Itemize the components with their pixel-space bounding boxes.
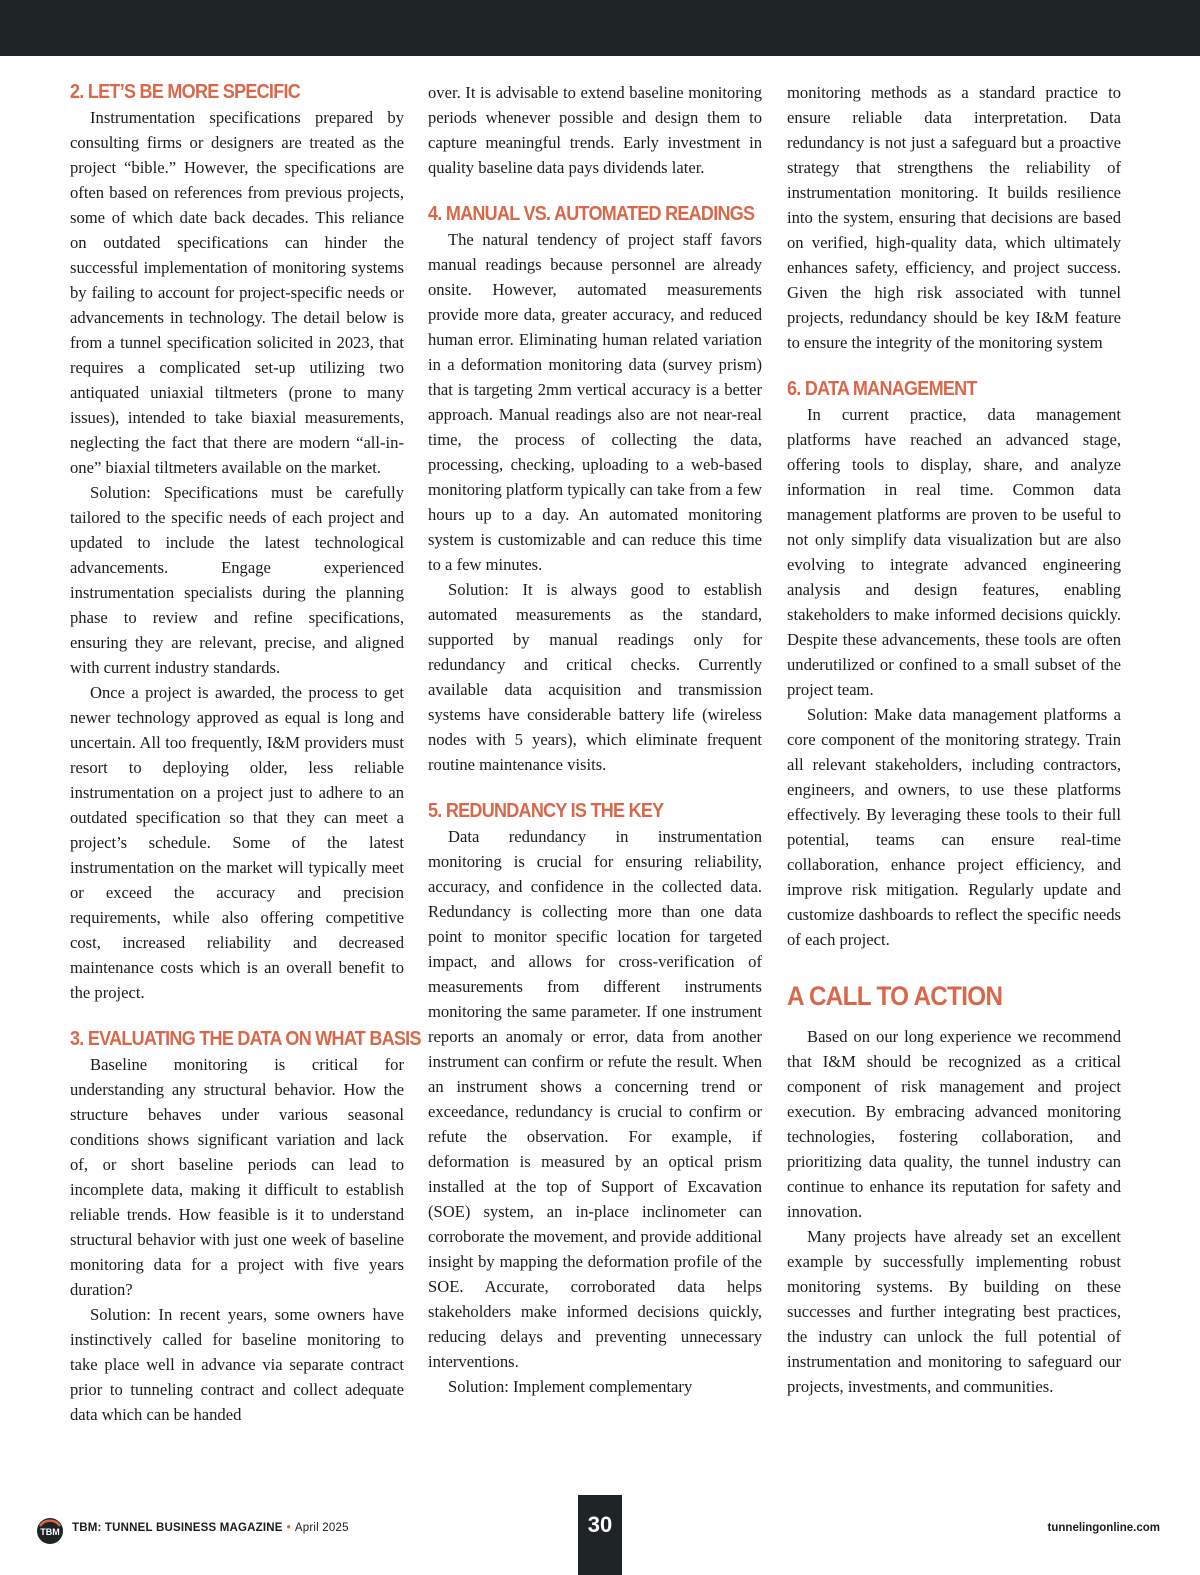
heading-manual-vs-automated: 4. MANUAL VS. AUTOMATED READINGS — [428, 203, 755, 225]
paragraph: Based on our long experience we recommend that I&M should be recognized as a critical component of risk management and project execution. By embracing advanced monitoring technologies, fostering collaboration, and prioritizing data quality, the tunnel industry can continue to enhance its reputation for safety and innovation. — [787, 1027, 1121, 1221]
paragraph: The natural tendency of project staff favors manual readings because personnel are already onsite. However, automated measurements provide more data, greater accuracy, and reduced human error. Eliminating human related variation in a deformation monitoring data (survey prism) that is targeting 2mm vertical accuracy is a better approach. Manual readings also are not near-real time, the process of collecting the data, processing, checking, uploading to a web-based monitoring platform typically can take from a few hours up to a day. An automated monitoring system is customizable and can reduce this time to a few minutes. — [428, 230, 762, 574]
heading-call-to-action: A CALL TO ACTION — [787, 981, 1003, 1011]
page-number: 30 — [587, 1512, 613, 1537]
top-bar — [0, 0, 1200, 56]
paragraph: monitoring methods as a standard practice to ensure reliable data interpretation. Data redundancy is not just a safeguard but a proactive strategy that strengthens the reliability of instrumentation monitoring. It builds resilience into the system, ensuring that decisions are based on verified, high-quality data, which ultimately enhances safety, efficiency, and project success. Given the high risk associated with tunnel projects, redundancy should be key I&M feature to ensure the integrity of the monitoring system — [787, 83, 1121, 352]
paragraph: Solution: Make data management platforms a core component of the monitoring strategy. Train all relevant stakeholders, including contractors, engineers, and owners, to use these platforms effectively. By leveraging these tools to their full potential, teams can ensure real-time collaboration, enhance project efficiency, and improve risk mitigation. Regularly update and customize dashboards to reflect the specific needs of each project. — [787, 705, 1121, 949]
logo-text: TBM — [40, 1527, 60, 1537]
paragraph: Instrumentation specifications prepared by consulting firms or designers are treated as the project “bible.” However, the specifications are often based on references from previous projects, some of which date back decades. This reliance on outdated specifications can hinder the successful implementation of monitoring systems by failing to account for project-specific needs or advancements in technology. The detail below is from a tunnel specification solicited in 2023, that requires a complicated set-up utilizing two antiquated uniaxial tiltmeters (prone to many issues), intended to take biaxial measurements, neglecting the fact that there are modern “all-in-one” biaxial tiltmeters available on the market. — [70, 108, 404, 477]
paragraph: Data redundancy in instrumentation monitoring is crucial for ensuring reliability, accuracy, and confidence in the collected data. Redundancy is collecting more than one data point to monitor specific location for targeted impact, and allows for cross-verification of measurements from different instruments monitoring the same parameter. If one instrument reports an anomaly or error, data from another instrument can confirm or refute the result. When an instrument shows a concerning trend or exceedance, redundancy is crucial to confirm or refute the observation. For example, if deformation is measured by an optical prism installed at the top of Support of Excavation (SOE) system, an in-place inclinometer can corroborate the movement, and provide additional insight by mapping the deformation profile of the SOE. Accurate, corroborated data helps stakeholders make informed decisions quickly, reducing delays and preventing unnecessary interventions. — [428, 827, 762, 1371]
heading-evaluating-the-data: 3. EVALUATING THE DATA ON WHAT BASIS — [70, 1028, 421, 1050]
paragraph: Solution: In recent years, some owners have instinctively called for baseline monitoring to take place well in advance via separate contract prior to tunneling contract and collect adequate data which can be handed — [70, 1305, 404, 1424]
magazine-name: TBM: TUNNEL BUSINESS MAGAZINE — [72, 1522, 283, 1534]
paragraph: Solution: It is always good to establish automated measurements as the standard, supported by manual readings only for redundancy and critical checks. Currently available data acquisition and transmission systems have considerable battery life (wireless nodes with 5 years), which eliminate frequent routine maintenance visits. — [428, 580, 762, 774]
paragraph: Baseline monitoring is critical for understanding any structural behavior. How the structure behaves under various seasonal conditions shows significant variation and lack of, or short baseline periods can lead to incomplete data, making it difficult to establish reliable trends. How feasible is it to understand structural behavior with just one week of baseline monitoring data for a project with five years duration? — [70, 1055, 404, 1299]
heading-data-management: 6. DATA MANAGEMENT — [787, 378, 977, 400]
paragraph: Solution: Implement complementary — [448, 1377, 693, 1396]
heading-redundancy-is-the-key: 5. REDUNDANCY IS THE KEY — [428, 800, 664, 822]
paragraph: Solution: Specifications must be carefully tailored to the specific needs of each project and updated to include the latest technological advancements. Engage experienced instrumentation specialists during the planning phase to review and refine specifications, ensuring they are relevant, precise, and aligned with current industry standards. — [70, 483, 404, 677]
paragraph: over. It is advisable to extend baseline monitoring periods whenever possible and design them to capture meaningful trends. Early investment in quality baseline data pays dividends later. — [428, 83, 762, 177]
separator-dot: • — [286, 1522, 291, 1534]
heading-lets-be-more-specific: 2. LET’S BE MORE SPECIFIC — [70, 81, 301, 103]
paragraph: Once a project is awarded, the process to get newer technology approved as equal is long and uncertain. All too frequently, I&M providers must resort to deploying older, less reliable instrumentation on a project just to adhere to an outdated specification so that they can meet a project’s schedule. Some of the latest instrumentation on the market will typically meet or exceed the accuracy and precision requirements, while also offering competitive cost, increased reliability and decreased maintenance costs which is an overall benefit to the project. — [70, 683, 404, 1002]
tbm-logo-icon — [36, 1517, 64, 1545]
paragraph: In current practice, data management platforms have reached an advanced stage, offering tools to display, share, and analyze information in real time. Common data management platforms are proven to be useful to not only simplify data visualization but are also evolving to integrate advanced engineering analysis and design features, enabling stakeholders to make informed decisions quickly. Despite these advancements, these tools are often underutilized or confined to a small subset of the project team. — [787, 405, 1121, 699]
issue-date: April 2025 — [294, 1522, 349, 1534]
column-middle — [428, 80, 762, 1399]
column-right — [787, 80, 1121, 1399]
column-left — [70, 80, 421, 1427]
paragraph: Many projects have already set an excellent example by successfully implementing robust monitoring systems. By building on these successes and further integrating best practices, the industry can unlock the full potential of instrumentation and monitoring to safeguard our projects, investments, and communities. — [787, 1227, 1121, 1396]
website-url[interactable]: tunnelingonline.com — [1047, 1522, 1160, 1534]
magazine-title — [72, 1522, 349, 1534]
